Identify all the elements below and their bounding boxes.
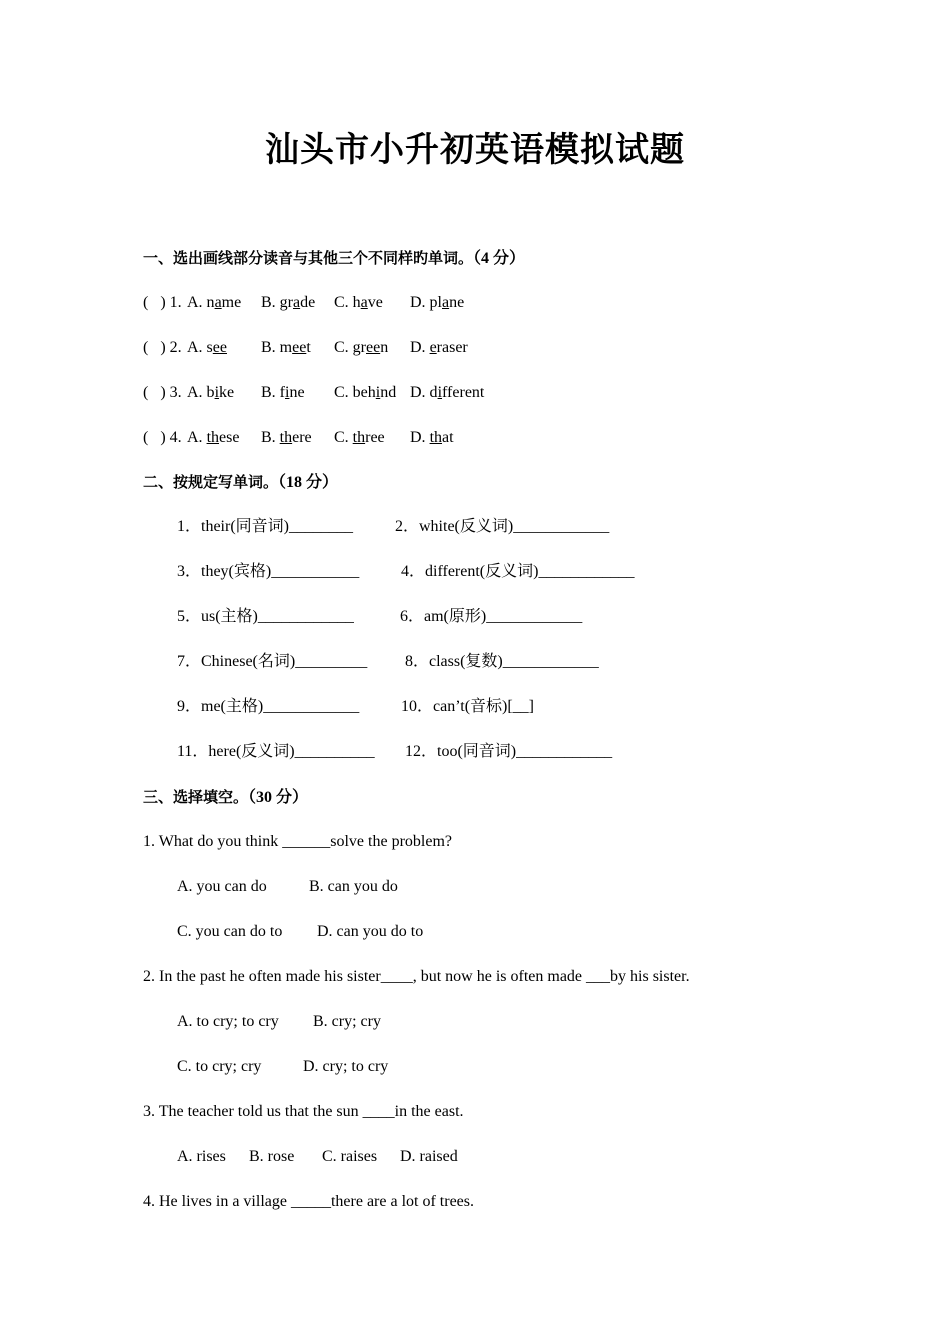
answer-option: C. raises (322, 1148, 378, 1165)
underlined-letters: i (375, 384, 381, 401)
underlined-letters: i (285, 384, 290, 401)
option-prefix: B. m (261, 339, 293, 356)
section1-points: （4 分） (473, 250, 526, 267)
section3-heading (143, 787, 308, 807)
phonics-option (261, 383, 305, 403)
word-form-item: 2．white(反义词)____________ (395, 518, 610, 535)
option-suffix: de (300, 294, 316, 311)
word-form-item: 7．Chinese(名词)_________ (177, 653, 368, 670)
option-prefix: B. (261, 429, 280, 446)
phonics-option (334, 293, 383, 313)
section2-heading-text: 二、按规定写单词。 (143, 473, 279, 491)
answer-option: A. to cry; to cry (177, 1013, 279, 1030)
answer-option: B. rose (249, 1148, 295, 1165)
phonics-option (410, 293, 464, 313)
option-prefix: A. n (187, 294, 215, 311)
phonics-question (143, 338, 843, 358)
underlined-letters: ee (212, 339, 227, 356)
option-prefix: B. f (261, 384, 285, 401)
underlined-letters: th (279, 429, 293, 446)
section3-heading-text: 三、选择填空。 (143, 788, 249, 806)
option-suffix: me (221, 294, 242, 311)
option-prefix: C. gr (334, 339, 366, 356)
option-prefix: D. d (410, 384, 438, 401)
section2-heading (143, 472, 338, 492)
answer-option: D. raised (400, 1148, 458, 1165)
question-number: ( ) 4. (143, 429, 182, 446)
option-suffix: ne (289, 384, 305, 401)
word-form-row (177, 517, 777, 537)
question-number: ( ) 3. (143, 384, 182, 401)
word-form-row (177, 742, 777, 762)
phonics-option (410, 338, 468, 358)
answer-option: C. to cry; cry (177, 1058, 262, 1075)
word-form-row (177, 562, 777, 582)
answer-options-row (177, 877, 777, 897)
answer-option: B. cry; cry (313, 1013, 381, 1030)
option-prefix: B. gr (261, 294, 293, 311)
option-suffix: n (380, 339, 389, 356)
phonics-option (334, 428, 385, 448)
underlined-letters: i (214, 384, 220, 401)
word-form-item: 9．me(主格)____________ (177, 698, 360, 715)
phonics-option (187, 383, 234, 403)
word-form-item: 12．too(同音词)____________ (405, 743, 613, 760)
phonics-option (261, 428, 312, 448)
word-form-item: 10．can’t(音标)[__] (401, 698, 535, 715)
word-form-item: 1．their(同音词)________ (177, 518, 353, 535)
phonics-option (410, 428, 454, 448)
option-suffix: ese (219, 429, 240, 446)
word-form-row (177, 697, 777, 717)
question-number: ( ) 1. (143, 294, 182, 311)
word-form-row (177, 607, 777, 627)
section1-heading (143, 248, 525, 268)
underlined-letters: e (429, 339, 437, 356)
word-form-item: 8．class(复数)____________ (405, 653, 599, 670)
option-suffix: ne (449, 294, 465, 311)
option-prefix: D. pl (410, 294, 442, 311)
underlined-letters: a (293, 294, 301, 311)
underlined-letters: ee (292, 339, 307, 356)
phonics-option (261, 293, 315, 313)
option-prefix: A. (187, 429, 207, 446)
question-stem: 3. The teacher told us that the sun ____in the east. (143, 1103, 464, 1120)
phonics-question (143, 293, 843, 313)
option-suffix: ere (292, 429, 312, 446)
phonics-option (187, 338, 227, 358)
underlined-letters: ee (366, 339, 381, 356)
underlined-letters: th (206, 429, 220, 446)
underlined-letters: a (360, 294, 368, 311)
answer-option: A. you can do (177, 878, 267, 895)
section1-heading-text: 一、选出画线部分读音与其他三个不同样旳单词。 (143, 249, 474, 267)
option-suffix: ree (365, 429, 385, 446)
phonics-option (261, 338, 311, 358)
word-form-item: 6．am(原形)____________ (400, 608, 583, 625)
phonics-option (410, 383, 484, 403)
option-prefix: A. s (187, 339, 213, 356)
answer-option: C. you can do to (177, 923, 283, 940)
answer-options-row (177, 1012, 777, 1032)
section2-points: （18 分） (278, 474, 339, 491)
option-suffix: at (442, 429, 454, 446)
underlined-letters: i (437, 384, 443, 401)
section3-points: （30 分） (248, 789, 309, 806)
option-prefix: D. (410, 339, 430, 356)
answer-option: D. can you do to (317, 923, 424, 940)
phonics-question (143, 428, 843, 448)
question-stem: 1. What do you think ______solve the problem? (143, 833, 452, 850)
word-form-item: 3．they(宾格)___________ (177, 563, 360, 580)
answer-option: B. can you do (309, 878, 398, 895)
option-prefix: C. h (334, 294, 361, 311)
option-suffix: fferent (442, 384, 485, 401)
option-prefix: D. (410, 429, 430, 446)
phonics-option (187, 428, 239, 448)
option-suffix: ve (367, 294, 383, 311)
underlined-letters: th (429, 429, 443, 446)
word-form-item: 5．us(主格)____________ (177, 608, 354, 625)
option-suffix: raser (436, 339, 468, 356)
answer-options-row (177, 1147, 777, 1167)
underlined-letters: th (352, 429, 366, 446)
word-form-item: 4．different(反义词)____________ (401, 563, 635, 580)
option-prefix: A. b (187, 384, 215, 401)
phonics-option (187, 293, 241, 313)
phonics-question (143, 383, 843, 403)
word-form-item: 11．here(反义词)__________ (177, 743, 375, 760)
underlined-letters: a (442, 294, 450, 311)
answer-option: A. rises (177, 1148, 226, 1165)
question-number: ( ) 2. (143, 339, 182, 356)
underlined-letters: a (214, 294, 222, 311)
answer-option: D. cry; to cry (303, 1058, 389, 1075)
phonics-option (334, 383, 396, 403)
question-stem: 2. In the past he often made his sister____, but now he is often made ___by his sister. (143, 968, 690, 985)
answer-options-row (177, 922, 777, 942)
page-title: 汕头市小升初英语模拟试题 (265, 130, 685, 170)
option-prefix: C. beh (334, 384, 376, 401)
option-suffix: t (306, 339, 311, 356)
option-prefix: C. (334, 429, 353, 446)
option-suffix: ke (219, 384, 235, 401)
word-form-row (177, 652, 777, 672)
option-suffix: nd (380, 384, 397, 401)
question-stem: 4. He lives in a village _____there are a lot of trees. (143, 1193, 474, 1210)
phonics-option (334, 338, 388, 358)
answer-options-row (177, 1057, 777, 1077)
